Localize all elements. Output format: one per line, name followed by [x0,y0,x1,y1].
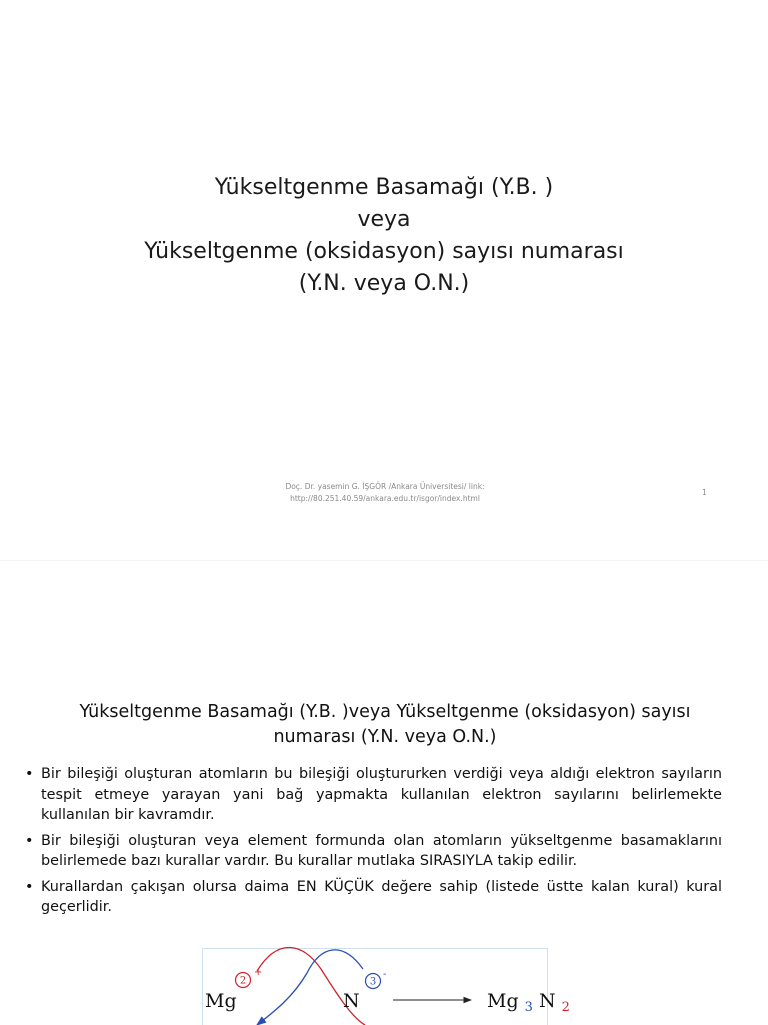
slide-footer [230,481,540,505]
footer-author: Doç. Dr. yasemin G. İŞGÖR /Ankara Üniversitesi/ link: [285,482,485,491]
bullet-text: Bir bileşiği oluşturan veya element formunda olan atomların yükseltgenme basamaklarını belirlemede bazı kurallar vardır. Bu kurallar mutlaka SIRASIYLA takip edilir. [41,832,722,869]
page-number: 1 [702,488,707,497]
product-base-2: N [539,990,556,1012]
bullet-text: Kurallardan çakışan olursa daima EN KÜÇÜK değere sahip (listede üstte kalan kural) kural geçerlidir. [41,878,722,915]
slide-divider [0,560,768,561]
content-title-line: Yükseltgenme Basamağı (Y.B. )veya Yükseltgenme (oksidasyon) sayısı [79,702,691,722]
bullet-dot-icon: • [25,766,34,782]
bullet-item [24,877,722,918]
title-line: Yükseltgenme (oksidasyon) sayısı numarası [144,239,624,264]
left-charge-number: 2 [239,975,247,987]
left-charge-sign: + [254,967,263,978]
diagram-svg [203,949,570,1025]
bullet-list [24,764,722,923]
right-atom-label: N [343,990,360,1012]
right-charge-sign: - [383,969,387,980]
title-line: Yükseltgenme Basamağı (Y.B. ) [214,175,554,200]
electron-transfer-diagram [202,948,570,1025]
content-slide [0,680,768,1024]
right-charge-number: 3 [369,976,377,988]
bullet-dot-icon: • [25,878,34,895]
product-subscript-2: 2 [561,1000,570,1015]
title-line: (Y.N. veya O.N.) [298,271,470,296]
content-title-line: numarası (Y.N. veya O.N.) [273,727,497,747]
bullet-item [24,764,722,826]
slide-title [0,172,768,300]
red-transfer-curve [257,947,365,1025]
blue-transfer-curve [257,950,363,1025]
bullet-dot-icon: • [25,832,34,849]
footer-link: http://80.251.40.59/ankara.edu.tr/isgor/index.html [290,494,480,503]
left-atom-label: Mg [205,990,237,1012]
product-base-1: Mg [487,990,519,1012]
bullet-item [24,831,722,872]
title-line: veya [357,207,411,232]
content-title [40,700,730,750]
product-formula [487,990,570,1016]
bullet-text: Bir bileşiği oluşturan atomların bu bileşiği oluştururken verdiği veya aldığı elektron sayıların tespit etmeye yarayan yani bağ yapmakta kullanılan elektron sayılarını belirlemekte kullanılan bir kavramdır. [41,766,722,823]
product-subscript-1: 3 [524,1000,533,1015]
